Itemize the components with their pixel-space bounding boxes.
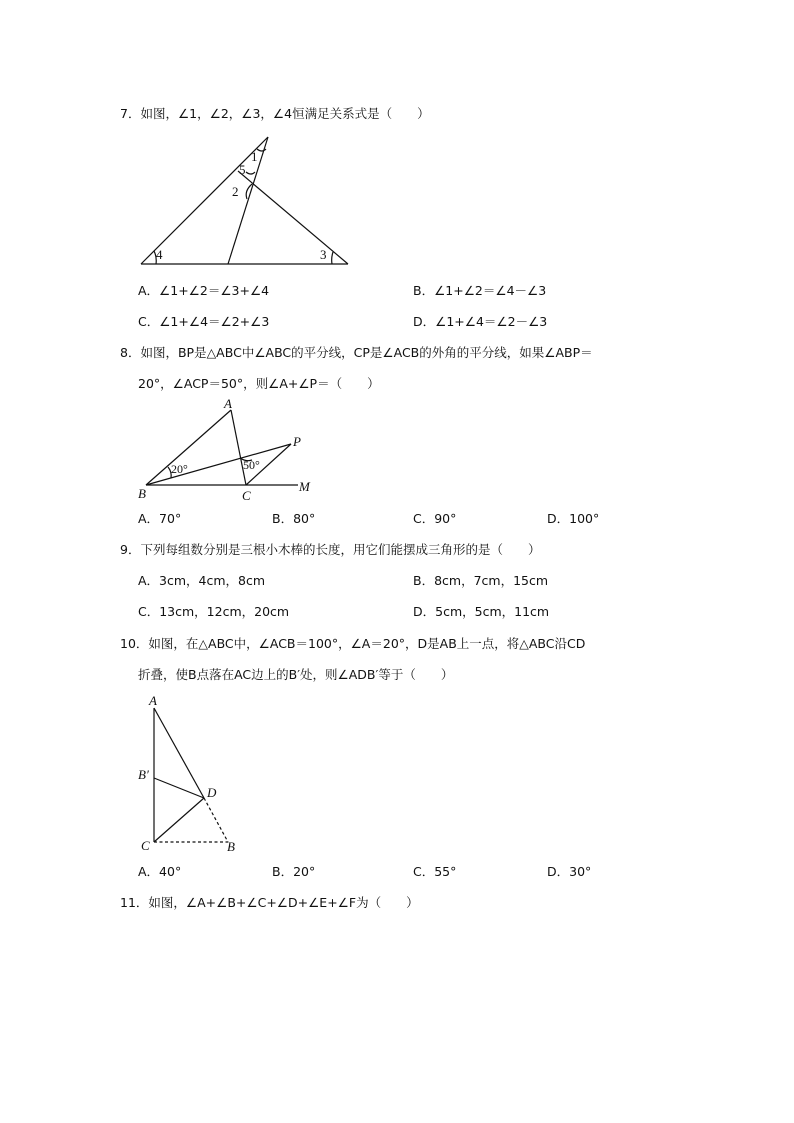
q10-line-b1d xyxy=(154,778,204,798)
q10-option-d[interactable]: D．30° xyxy=(547,864,592,879)
q8-option-b[interactable]: B．80° xyxy=(272,511,316,526)
q9-option-a[interactable]: A．3cm，4cm，8cm xyxy=(138,573,266,588)
q10-label-b1: B′ xyxy=(138,767,149,782)
q10-option-c[interactable]: C．55° xyxy=(413,864,457,879)
q8-stem-line1: 8．如图，BP是△ABC中∠ABC的平分线，CP是∠ACB的外角的平分线，如果∠ABP＝ xyxy=(120,345,593,360)
q8-stem-line2: 20°，∠ACP＝50°，则∠A+∠P＝（ ） xyxy=(138,376,380,391)
q9-stem: 9．下列每组数分别是三根小木棒的长度，用它们能摆成三角形的是（ ） xyxy=(120,542,541,557)
q8-label-20: 20° xyxy=(171,462,188,476)
q10-stem-line1: 10．如图，在△ABC中，∠ACB＝100°，∠A＝20°，D是AB上一点，将△ABC沿CD xyxy=(120,636,586,651)
q8-label-a: A xyxy=(224,396,232,411)
q10-label-c: C xyxy=(141,838,150,853)
q8-option-d[interactable]: D．100° xyxy=(547,511,600,526)
q8-label-50: 50° xyxy=(243,458,260,472)
q10-side-ad xyxy=(154,708,204,798)
q7-option-a[interactable]: A．∠1+∠2＝∠3+∠4 xyxy=(138,283,270,298)
q8-option-a[interactable]: A．70° xyxy=(138,511,182,526)
q10-option-a[interactable]: A．40° xyxy=(138,864,182,879)
q10-label-d: D xyxy=(207,785,217,800)
q7-option-c[interactable]: C．∠1+∠4＝∠2+∠3 xyxy=(138,314,270,329)
q10-line-cd xyxy=(154,798,204,842)
q7-option-b[interactable]: B．∠1+∠2＝∠4－∠3 xyxy=(413,283,547,298)
q7-label-5: 5 xyxy=(239,162,246,177)
q9-option-d[interactable]: D．5cm，5cm，11cm xyxy=(413,604,550,619)
q7-label-2: 2 xyxy=(232,184,239,199)
q10-dashed-db xyxy=(204,798,228,842)
q9-option-c[interactable]: C．13cm，12cm，20cm xyxy=(138,604,290,619)
q7-label-1: 1 xyxy=(251,149,258,164)
q8-label-c: C xyxy=(242,488,251,503)
q10-label-b: B xyxy=(227,839,235,854)
q10-option-b[interactable]: B．20° xyxy=(272,864,316,879)
q7-label-4: 4 xyxy=(156,247,163,262)
q8-label-p: P xyxy=(293,434,301,449)
q7-stem: 7．如图，∠1，∠2，∠3，∠4恒满足关系式是（ ） xyxy=(120,106,430,121)
q8-label-m: M xyxy=(299,479,310,494)
q10-label-a: A xyxy=(149,693,157,708)
q10-stem-line2: 折叠，使B点落在AC边上的B′处，则∠ADB′等于（ ） xyxy=(138,667,454,682)
q7-label-3: 3 xyxy=(320,247,327,262)
q11-stem: 11．如图，∠A+∠B+∠C+∠D+∠E+∠F为（ ） xyxy=(120,895,419,910)
q8-option-c[interactable]: C．90° xyxy=(413,511,457,526)
q7-option-d[interactable]: D．∠1+∠4＝∠2－∠3 xyxy=(413,314,548,329)
q8-label-b: B xyxy=(138,486,146,501)
q9-option-b[interactable]: B．8cm，7cm，15cm xyxy=(413,573,549,588)
